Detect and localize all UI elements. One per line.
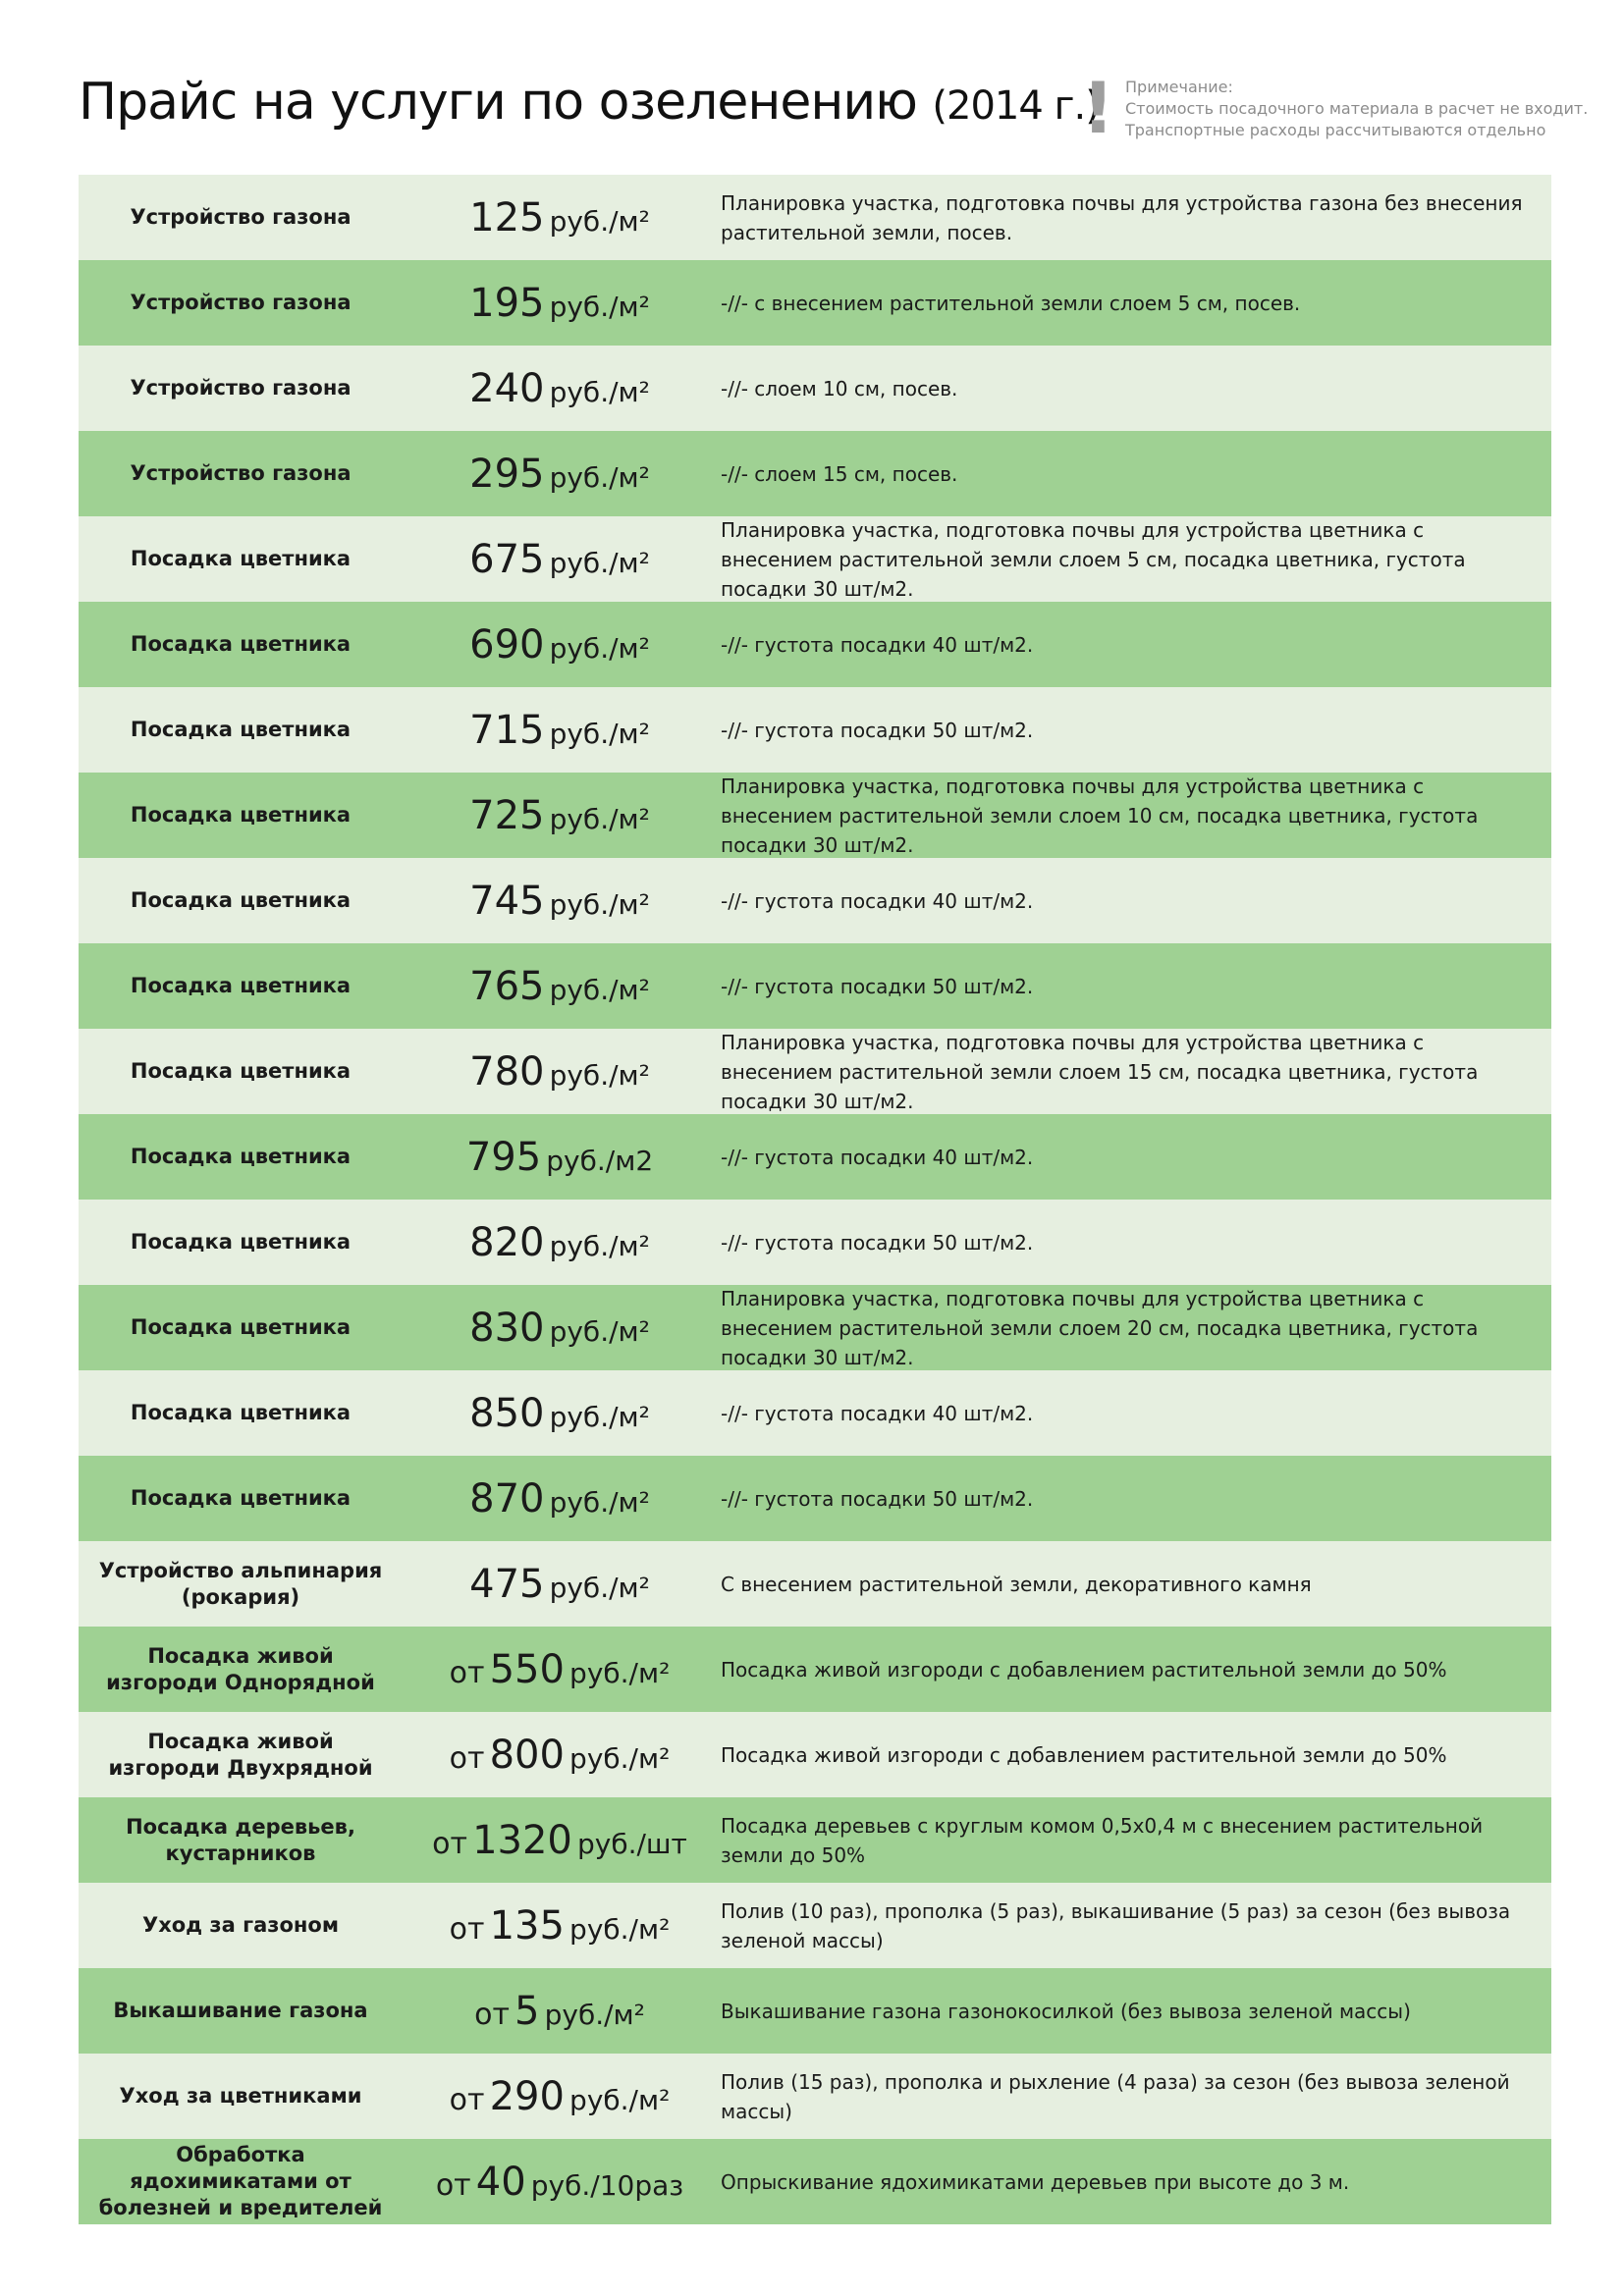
table-row [79,431,1551,516]
service-name: Устройство газона [130,205,352,229]
service-price [403,1562,717,1607]
price-value: 830 [469,1305,545,1351]
service-price [403,1135,717,1180]
price-value: 240 [469,365,545,411]
service-description: -//- с внесением растительной земли слоем 5 см, посев. [721,291,1301,315]
service-name: Посадка цветника [130,718,352,741]
price-unit: руб./м² [549,973,650,1006]
title-year: (2014 г.) [932,83,1100,129]
table-row [79,1200,1551,1285]
service-name: Посадка живой изгороди Однорядной [106,1643,375,1694]
service-price [403,964,717,1009]
service-name: Посадка деревьев, кустарников [126,1814,355,1865]
service-price [403,281,717,326]
price-value: 295 [469,451,545,497]
price-from: от [449,2082,485,2117]
service-description: -//- густота посадки 50 шт/м2. [721,1230,1034,1255]
price-unit: руб./м² [549,887,650,921]
table-row [79,175,1551,260]
service-description: Опрыскивание ядохимикатами деревьев при высоте до 3 м. [721,2169,1350,2194]
service-name: Устройство альпинария (рокария) [98,1558,383,1609]
note-title: Примечание: [1125,78,1233,96]
price-from: от [449,1655,485,1690]
service-description: Планировка участка, подготовка почвы для устройства цветника с внесением растительной земли слоем 5 см, посадка цветника, густота посадки 30 шт/м2. [721,517,1466,601]
price-from: от [432,1826,467,1861]
table-row [79,260,1551,346]
price-value: 765 [469,963,545,1009]
page-header [79,67,1589,162]
service-name: Посадка цветника [130,1230,352,1254]
service-price [403,879,717,924]
service-name: Посадка цветника [130,1401,352,1424]
price-value: 125 [469,194,545,240]
service-price [403,1733,717,1778]
service-description: Планировка участка, подготовка почвы для устройства цветника с внесением растительной земли слоем 15 см, посадка цветника, густота посадки 30 шт/м2. [721,1030,1479,1113]
table-row [79,1456,1551,1541]
service-description: -//- густота посадки 40 шт/м2. [721,632,1034,657]
price-unit: руб./м² [549,290,650,323]
price-unit: руб./м² [549,204,650,238]
price-from: от [435,2167,471,2203]
table-row [79,602,1551,687]
price-table [79,175,1551,2224]
service-description: -//- густота посадки 40 шт/м2. [721,888,1034,913]
service-name: Обработка ядохимикатами от болезней и вредителей [98,2143,383,2219]
price-value: 780 [469,1048,545,1095]
service-description: Посадка деревьев с круглым комом 0,5х0,4 м с внесением растительной земли до 50% [721,1813,1484,1867]
price-unit: руб./м² [549,1485,650,1519]
note-line: Транспортные расходы рассчитываются отдельно [1125,121,1546,139]
note-block [1125,77,1588,141]
table-row [79,1968,1551,2054]
price-unit: руб./м² [569,1656,671,1689]
table-row [79,2139,1551,2224]
table-row [79,1627,1551,1712]
price-from: от [449,1740,485,1776]
price-unit: руб./м² [569,1912,671,1946]
price-unit: руб./м² [549,460,650,494]
price-unit: руб./м2 [546,1144,654,1177]
service-price [403,1220,717,1265]
price-value: 850 [469,1390,545,1436]
service-price [403,366,717,411]
service-price [403,1476,717,1522]
service-price [403,1306,717,1351]
price-value: 725 [469,792,545,838]
title-text: Прайс на услуги по озеленению [79,73,917,132]
service-price [403,622,717,667]
service-price [403,1903,717,1949]
service-name: Посадка цветника [130,632,352,656]
exclamation-icon: ! [1082,67,1114,149]
price-value: 550 [489,1646,565,1692]
table-row [79,943,1551,1029]
price-unit: руб./м² [549,1229,650,1262]
price-unit: руб./м² [549,802,650,835]
service-name: Посадка цветника [130,1486,352,1510]
price-unit: руб./м² [549,1400,650,1433]
service-description: -//- слоем 10 см, посев. [721,376,958,400]
service-name: Устройство газона [130,376,352,400]
service-name: Посадка цветника [130,547,352,570]
service-description: -//- густота посадки 50 шт/м2. [721,974,1034,998]
page-title [79,73,1100,132]
price-value: 870 [469,1475,545,1522]
service-price [403,1049,717,1095]
service-description: Выкашивание газона газонокосилкой (без вывоза зеленой массы) [721,1999,1411,2023]
price-unit: руб./м² [549,717,650,750]
service-price [403,2160,717,2205]
service-name: Уход за цветниками [119,2084,362,2108]
service-description: -//- густота посадки 40 шт/м2. [721,1401,1034,1425]
service-description: -//- слоем 15 см, посев. [721,461,958,486]
service-price [403,793,717,838]
table-row [79,2054,1551,2139]
service-price [403,1391,717,1436]
service-name: Устройство газона [130,461,352,485]
price-unit: руб./м² [549,375,650,408]
service-description: -//- густота посадки 50 шт/м2. [721,718,1034,742]
service-description: Планировка участка, подготовка почвы для устройства газона без внесения растительной земли, посев. [721,190,1523,244]
service-price [403,1818,717,1863]
table-row [79,1370,1551,1456]
price-unit: руб./м² [569,2083,671,2116]
price-value: 5 [514,1988,540,2034]
price-value: 800 [489,1732,565,1778]
price-unit: руб./м² [549,1571,650,1604]
price-unit: руб./м² [544,1998,645,2031]
price-value: 135 [489,1902,565,1949]
table-row [79,773,1551,858]
price-unit: руб./м² [569,1741,671,1775]
price-value: 195 [469,280,545,326]
service-name: Посадка цветника [130,888,352,912]
price-value: 475 [469,1561,545,1607]
service-description: Планировка участка, подготовка почвы для устройства цветника с внесением растительной земли слоем 10 см, посадка цветника, густота посадки 30 шт/м2. [721,774,1479,857]
price-from: от [449,1911,485,1947]
service-name: Выкашивание газона [113,1999,368,2022]
price-value: 715 [469,707,545,753]
service-description: С внесением растительной земли, декоративного камня [721,1572,1312,1596]
note-line: Стоимость посадочного материала в расчет не входит. [1125,99,1589,118]
table-row [79,516,1551,602]
service-description: -//- густота посадки 40 шт/м2. [721,1145,1034,1169]
service-price [403,708,717,753]
service-description: Планировка участка, подготовка почвы для устройства цветника с внесением растительной земли слоем 20 см, посадка цветника, густота посадки 30 шт/м2. [721,1286,1479,1369]
table-row [79,1029,1551,1114]
service-name: Уход за газоном [142,1913,339,1937]
price-unit: руб./м² [549,631,650,665]
table-row [79,346,1551,431]
price-unit: руб./10раз [530,2168,684,2202]
service-description: Полив (10 раз), прополка (5 раз), выкашивание (5 раз) за сезон (без вывоза зеленой массы) [721,1898,1511,1952]
price-value: 745 [469,878,545,924]
service-description: -//- густота посадки 50 шт/м2. [721,1486,1034,1511]
price-value: 690 [469,621,545,667]
service-description: Посадка живой изгороди с добавлением растительной земли до 50% [721,1657,1447,1682]
price-unit: руб./м² [549,546,650,579]
price-unit: руб./шт [576,1827,687,1860]
service-price [403,2074,717,2119]
service-name: Посадка цветника [130,1315,352,1339]
service-price [403,1989,717,2034]
price-value: 290 [489,2073,565,2119]
service-name: Посадка живой изгороди Двухрядной [108,1729,373,1780]
service-price [403,537,717,582]
price-value: 1320 [472,1817,572,1863]
service-name: Устройство газона [130,291,352,314]
service-price [403,1647,717,1692]
price-value: 40 [475,2159,526,2205]
table-row [79,858,1551,943]
table-row [79,1797,1551,1883]
price-unit: руб./м² [549,1058,650,1092]
service-name: Посадка цветника [130,1059,352,1083]
service-name: Посадка цветника [130,803,352,827]
service-name: Посадка цветника [130,974,352,997]
table-row [79,687,1551,773]
service-description: Полив (15 раз), прополка и рыхление (4 раза) за сезон (без вывоза зеленой массы) [721,2069,1510,2123]
price-value: 675 [469,536,545,582]
table-row [79,1712,1551,1797]
table-row [79,1541,1551,1627]
service-price [403,452,717,497]
table-row [79,1883,1551,1968]
service-description: Посадка живой изгороди с добавлением растительной земли до 50% [721,1742,1447,1767]
price-value: 820 [469,1219,545,1265]
service-name: Посадка цветника [130,1145,352,1168]
price-from: от [474,1997,510,2032]
price-unit: руб./м² [549,1314,650,1348]
service-price [403,195,717,240]
table-row [79,1285,1551,1370]
table-row [79,1114,1551,1200]
price-value: 795 [465,1134,542,1180]
